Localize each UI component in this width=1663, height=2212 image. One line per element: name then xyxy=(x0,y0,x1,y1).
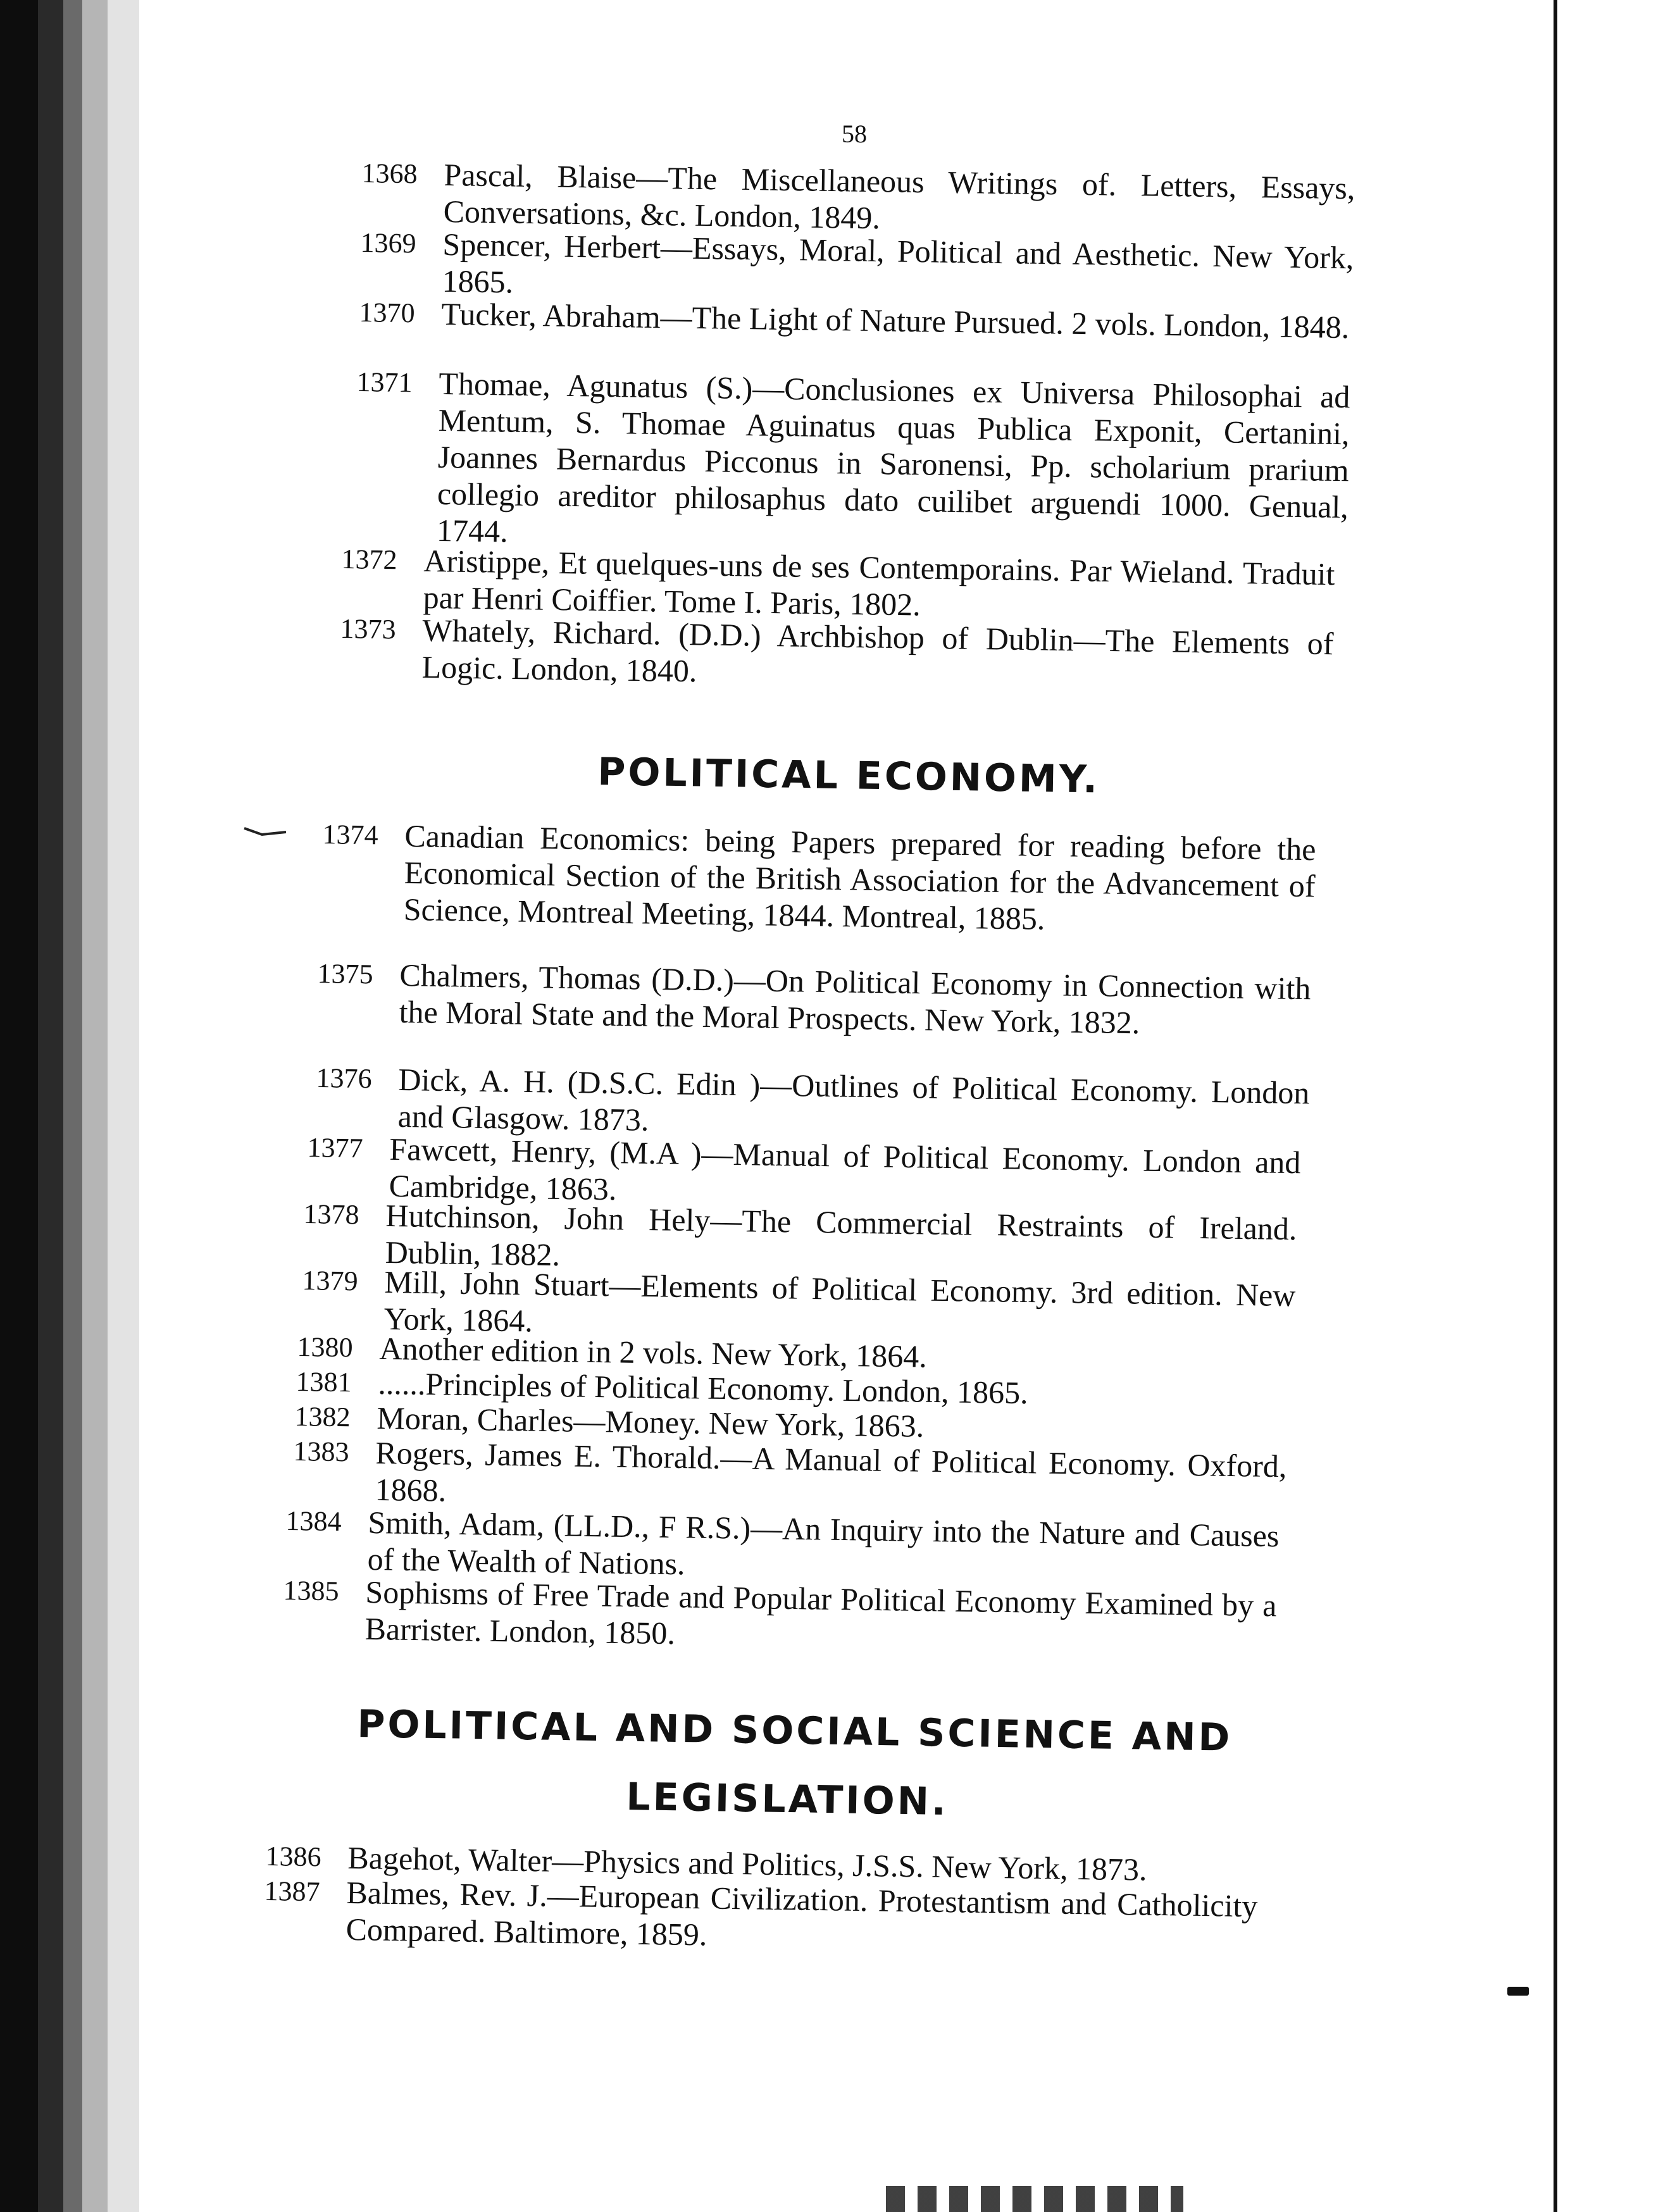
section-heading-political-economy: POLITICAL ECONOMY. xyxy=(597,750,1100,802)
entry-text: Fawcett, Henry, (M.A )—Manual of Political Economy. London and Cambridge, 1863. xyxy=(389,1131,1301,1207)
right-page-border xyxy=(1554,0,1557,2212)
entry-number: 1386 xyxy=(265,1840,321,1873)
page-edge-4 xyxy=(108,0,139,2212)
entry-text: ......Principles of Political Economy. London, 1865. xyxy=(378,1365,1029,1411)
section-heading-political-social-science: POLITICAL AND SOCIAL SCIENCE AND xyxy=(356,1702,1233,1760)
entry-text: Moran, Charles—Money. New York, 1863. xyxy=(377,1400,925,1444)
right-margin-mark xyxy=(1507,1987,1529,1996)
entry-text: Bagehot, Walter—Physics and Politics, J.S.S. New York, 1873. xyxy=(347,1839,1147,1887)
entry-text: Whately, Richard. (D.D.) Archbishop of Dublin—The Elements of Logic. London, 1840. xyxy=(421,612,1334,689)
section-heading-legislation: LEGISLATION. xyxy=(625,1775,949,1824)
bottom-scan-artifact xyxy=(886,2186,1183,2212)
entry-text: Rogers, James E. Thorald.—A Manual of Political Economy. Oxford, 1868. xyxy=(375,1434,1287,1508)
entry-number: 1370 xyxy=(359,296,415,329)
entry-text: Pascal, Blaise—The Miscellaneous Writings of. Letters, Essays, Conversations, &c. London, 1849. xyxy=(443,156,1355,236)
entry-number: 1383 xyxy=(293,1435,349,1468)
entry-number: 1375 xyxy=(317,957,373,990)
entry-text: Another edition in 2 vols. New York, 1864. xyxy=(379,1330,928,1374)
entry-number: 1382 xyxy=(294,1400,351,1433)
entry-text: Mill, John Stuart—Elements of Political Economy. 3rd edition. New York, 1864. xyxy=(383,1264,1296,1339)
entry-number: 1372 xyxy=(341,543,397,576)
entry-text: Thomae, Agunatus (S.)—Conclusiones ex Universa Philosophai ad Mentum, S. Thomae Aguinatus quas Publica Exponit, Certanini, Joannes Bernardus Picconus in Saronensi, Pp. scholarium prarium collegio areditor philosaphus dato cuilibet arguendi 1000. Genual, 1744. xyxy=(436,365,1350,549)
entry-text: Balmes, Rev. J.—European Civilization. Protestantism and Catholicity Compared. Baltimore, 1859. xyxy=(346,1874,1258,1953)
entry-number: 1384 xyxy=(285,1505,342,1538)
handwritten-check-mark xyxy=(243,826,287,838)
book-spine-edge xyxy=(0,0,38,2212)
entry-number: 1368 xyxy=(361,157,418,190)
entry-number: 1379 xyxy=(302,1264,358,1297)
entry-text: Chalmers, Thomas (D.D.)—On Political Economy in Connection with the Moral State and the Moral Prospects. New York, 1832. xyxy=(399,957,1311,1041)
entry-number: 1374 xyxy=(322,818,378,851)
entry-text: Aristippe, Et quelques-uns de ses Contemporains. Par Wieland. Traduit par Henri Coiffier. Tome I. Paris, 1802. xyxy=(423,542,1335,623)
page-edge-2 xyxy=(63,0,82,2212)
entry-text: Tucker, Abraham—The Light of Nature Pursued. 2 vols. London, 1848. xyxy=(441,295,1350,345)
page-number: 58 xyxy=(842,120,867,148)
entry-number: 1385 xyxy=(283,1574,339,1607)
entry-number: 1376 xyxy=(316,1062,372,1095)
entry-number: 1381 xyxy=(296,1365,352,1398)
entry-number: 1371 xyxy=(356,366,413,399)
page-edge-3 xyxy=(82,0,108,2212)
entry-number: 1373 xyxy=(340,612,396,645)
entry-number: 1377 xyxy=(307,1131,363,1164)
entry-text: Canadian Economics: being Papers prepared for reading before the Economical Section of the British Association for the Advancement of Science, Montreal Meeting, 1844. Montreal, 1885. xyxy=(403,817,1316,936)
entry-text: Smith, Adam, (LL.D., F R.S.)—An Inquiry into the Nature and Causes of the Wealth of Nations. xyxy=(367,1504,1280,1582)
entry-number: 1378 xyxy=(303,1198,359,1231)
entry-text: Hutchinson, John Hely—The Commercial Restraints of Ireland. Dublin, 1882. xyxy=(385,1197,1297,1273)
entry-number: 1380 xyxy=(297,1331,353,1364)
entry-text: Spencer, Herbert—Essays, Moral, Political and Aesthetic. New York, 1865. xyxy=(442,226,1354,300)
entry-number: 1387 xyxy=(264,1875,320,1908)
entry-text: Sophisms of Free Trade and Popular Political Economy Examined by a Barrister. London, 1850. xyxy=(364,1574,1277,1651)
entry-text: Dick, A. H. (D.S.C. Edin )—Outlines of Political Economy. London and Glasgow. 1873. xyxy=(397,1061,1310,1138)
entry-number: 1369 xyxy=(360,227,416,259)
page-edge-1 xyxy=(38,0,63,2212)
